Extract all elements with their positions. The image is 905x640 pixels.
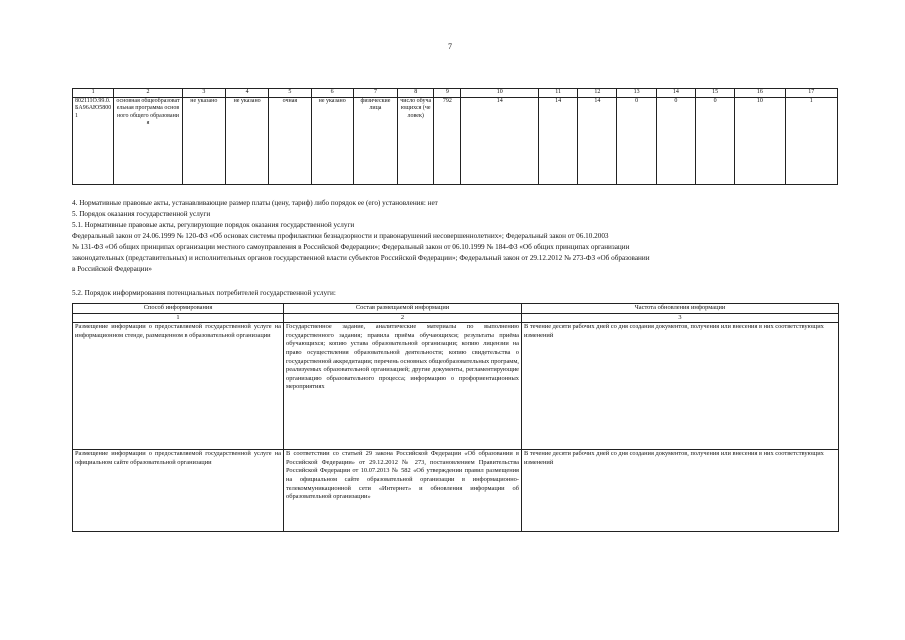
column-number-cell: 3 — [522, 313, 839, 323]
laws-text-line: законодательных (представительных) и исполнительных органов государственной власти субъектов Российской Федерации»; Федеральный закон от 29.12.2012 № 273-ФЗ «Об образовании — [72, 254, 650, 262]
page-number: 7 — [448, 42, 452, 51]
header-cell: 13 — [617, 89, 656, 98]
table-cell: 792 — [434, 97, 461, 184]
frequency-cell: В течение десяти рабочих дней со дня создания документов, получения или внесения в них соответствующих изменений — [522, 450, 839, 532]
header-cell: 12 — [578, 89, 617, 98]
laws-text-line: № 131-ФЗ «Об общих принципах организации местного самоуправления в Российской Федерации»; Федеральный закон от 06.10.1999 № 184-ФЗ «Об общих принципах организации — [72, 243, 630, 251]
table-cell: 0 — [617, 97, 656, 184]
table-row — [73, 323, 839, 450]
header-cell: 15 — [695, 89, 734, 98]
header-cell: 3 — [182, 89, 225, 98]
program-cell: основная общеобразовательная программа основного общего образования — [114, 97, 182, 184]
content-cell: В соответствии со статьей 29 закона Российской Федерации «Об образовании в Российской Федерации» от 29.12.2012 № 273, постановлением Правительства Российской Федерации от 10.07.2013 № 582 «Об утверждении правил размещения на официальном сайте образовательной организации в информационно-телекоммуникационной сети «Интернет» и обновления информации об образовательной организации» — [284, 450, 522, 532]
frequency-cell: В течение десяти рабочих дней со дня создания документов, получения или внесения в них соответствующих изменений — [522, 323, 839, 450]
column-number-cell: 1 — [73, 313, 284, 323]
header-cell: 14 — [656, 89, 695, 98]
content-cell: Государственное задание, аналитические материалы по выполнению государственного задания; правила приёма обучающихся; результаты приёма обучающихся; копию устава образовательной организации; копию лицензии на право осуществления образовательной деятельности; копию свидетельства о государственной аккредитации; перечень основных общеобразовательных программ, реализуемых образовательной организацией; другие документы, регламентирующие организацию образовательного процесса; информацию о профориентационных мероприятиях — [284, 323, 522, 450]
table-row — [73, 450, 839, 532]
column-number-row — [73, 313, 839, 323]
header-cell: 4 — [225, 89, 268, 98]
section-4-text: 4. Нормативные правовые акты, устанавливающие размер платы (цену, тариф) либо порядок ее (его) установления: нет — [72, 199, 438, 207]
table-header-row — [73, 89, 838, 98]
table-cell: 14 — [461, 97, 539, 184]
header-cell: 6 — [311, 89, 353, 98]
table-cell: 0 — [695, 97, 734, 184]
table-cell: физические лица — [353, 97, 397, 184]
header-cell: Состав размещаемой информации — [284, 304, 522, 314]
header-cell: 16 — [735, 89, 785, 98]
laws-text-line: Федеральный закон от 24.06.1999 № 120-ФЗ «Об основах системы профилактики безнадзорности и правонарушений несовершеннолетних»; Федеральный закон от 06.10.2003 — [72, 232, 609, 240]
method-cell: Размещение информации о предоставляемой государственной услуге на информационном стенде, размещенном в образовательной организации — [73, 323, 284, 450]
table-header-row — [73, 304, 839, 314]
table-cell: не указано — [311, 97, 353, 184]
table-cell: 10 — [735, 97, 785, 184]
table-cell: число обучающихся (человек) — [398, 97, 434, 184]
table-cell: 1 — [785, 97, 837, 184]
header-cell: 10 — [461, 89, 539, 98]
header-cell: 7 — [353, 89, 397, 98]
header-cell: 5 — [269, 89, 311, 98]
header-cell: 17 — [785, 89, 837, 98]
table-cell: 0 — [656, 97, 695, 184]
header-cell: 8 — [398, 89, 434, 98]
registry-number-cell: 802111О.99.0.БА96АЮ58001 — [73, 97, 114, 184]
table-cell: 14 — [578, 97, 617, 184]
table-cell: 14 — [538, 97, 577, 184]
section-5-2-heading: 5.2. Порядок информирования потенциальных потребителей государственной услуги: — [72, 289, 336, 297]
section-5-heading: 5. Порядок оказания государственной услуги — [72, 210, 211, 218]
table-cell: не указано — [182, 97, 225, 184]
section-5-1-heading: 5.1. Нормативные правовые акты, регулирующие порядок оказания государственной услуги — [72, 221, 355, 229]
header-cell: Частота обновления информации — [522, 304, 839, 314]
table-cell: очная — [269, 97, 311, 184]
column-number-cell: 2 — [284, 313, 522, 323]
information-table — [72, 303, 839, 532]
indicators-table — [72, 88, 838, 185]
table-cell: не указано — [225, 97, 268, 184]
header-cell: 2 — [114, 89, 182, 98]
table-row — [73, 97, 838, 184]
header-cell: 11 — [538, 89, 577, 98]
header-cell: 9 — [434, 89, 461, 98]
header-cell: Способ информирования — [73, 304, 284, 314]
header-cell: 1 — [73, 89, 114, 98]
method-cell: Размещение информации о предоставляемой государственной услуге на официальном сайте образовательной организации — [73, 450, 284, 532]
laws-text-line: в Российской Федерации» — [72, 265, 152, 273]
